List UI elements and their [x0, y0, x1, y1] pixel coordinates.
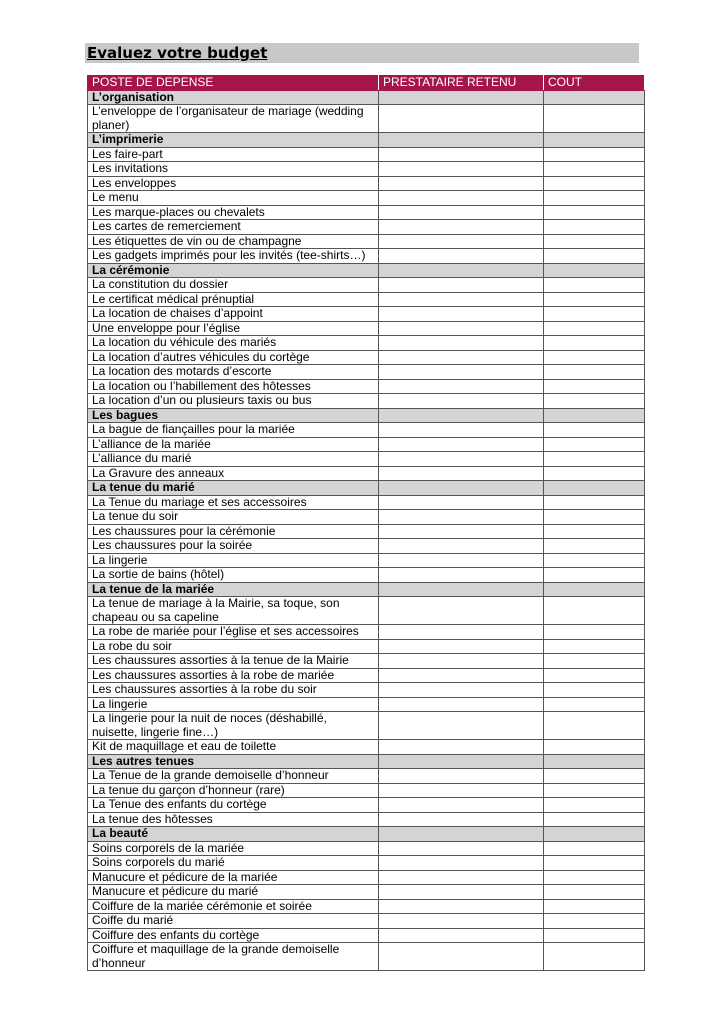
expense-label: La tenue des hôtesses	[88, 812, 379, 827]
section-label: La tenue de la mariée	[88, 582, 379, 597]
prestataire-cell[interactable]	[379, 437, 544, 452]
expense-label: Coiffure et maquillage de la grande demoiselle d’honneur	[88, 943, 379, 971]
prestataire-cell[interactable]	[379, 452, 544, 467]
cout-cell[interactable]	[544, 176, 645, 191]
prestataire-cell[interactable]	[379, 220, 544, 235]
cout-cell[interactable]	[544, 899, 645, 914]
table-row	[88, 423, 645, 438]
table-row	[88, 769, 645, 784]
expense-label: Les invitations	[88, 162, 379, 177]
prestataire-cell[interactable]	[379, 943, 544, 971]
expense-label: La sortie de bains (hôtel)	[88, 568, 379, 583]
column-header-prestataire: PRESTATAIRE RETENU	[379, 76, 544, 91]
expense-label: La lingerie pour la nuit de noces (déshabillé, nuisette, lingerie fine…)	[88, 712, 379, 740]
prestataire-cell[interactable]	[379, 191, 544, 206]
prestataire-cell[interactable]	[379, 105, 544, 133]
table-row	[88, 220, 645, 235]
expense-label: Kit de maquillage et eau de toilette	[88, 740, 379, 755]
cout-cell[interactable]	[544, 321, 645, 336]
expense-label: Les chaussures pour la cérémonie	[88, 524, 379, 539]
table-row	[88, 712, 645, 740]
table-row	[88, 841, 645, 856]
expense-label: La lingerie	[88, 553, 379, 568]
expense-label: La location d’un ou plusieurs taxis ou bus	[88, 394, 379, 409]
table-row	[88, 336, 645, 351]
expense-label: La constitution du dossier	[88, 278, 379, 293]
prestataire-cell[interactable]	[379, 754, 544, 769]
section-label: Les bagues	[88, 408, 379, 423]
budget-table	[87, 75, 645, 971]
table-row	[88, 524, 645, 539]
prestataire-cell[interactable]	[379, 90, 544, 105]
cout-cell[interactable]	[544, 278, 645, 293]
table-row	[88, 697, 645, 712]
prestataire-cell[interactable]	[379, 408, 544, 423]
cout-cell[interactable]	[544, 365, 645, 380]
cout-cell[interactable]	[544, 466, 645, 481]
expense-label: Les faire-part	[88, 147, 379, 162]
prestataire-cell[interactable]	[379, 885, 544, 900]
prestataire-cell[interactable]	[379, 394, 544, 409]
cout-cell[interactable]	[544, 263, 645, 278]
cout-cell[interactable]	[544, 798, 645, 813]
expense-label: Coiffe du marié	[88, 914, 379, 929]
table-row	[88, 553, 645, 568]
table-row	[88, 350, 645, 365]
cout-cell[interactable]	[544, 379, 645, 394]
table-row	[88, 379, 645, 394]
page-title: Evaluez votre budget	[87, 44, 268, 62]
expense-label: Les chaussures assorties à la tenue de la Mairie	[88, 654, 379, 669]
expense-label: La location d’autres véhicules du cortège	[88, 350, 379, 365]
cout-cell[interactable]	[544, 597, 645, 625]
cout-cell[interactable]	[544, 754, 645, 769]
table-body	[88, 90, 645, 971]
prestataire-cell[interactable]	[379, 856, 544, 871]
section-label: La beauté	[88, 827, 379, 842]
section-label: La tenue du marié	[88, 481, 379, 496]
expense-label: Coiffure de la mariée cérémonie et soirée	[88, 899, 379, 914]
expense-label: Soins corporels de la mariée	[88, 841, 379, 856]
prestataire-cell[interactable]	[379, 553, 544, 568]
table-row	[88, 510, 645, 525]
expense-label: Les chaussures pour la soirée	[88, 539, 379, 554]
prestataire-cell[interactable]	[379, 914, 544, 929]
prestataire-cell[interactable]	[379, 654, 544, 669]
section-row	[88, 133, 645, 148]
cout-cell[interactable]	[544, 307, 645, 322]
table-row	[88, 654, 645, 669]
section-row	[88, 481, 645, 496]
cout-cell[interactable]	[544, 133, 645, 148]
cout-cell[interactable]	[544, 697, 645, 712]
table-row	[88, 639, 645, 654]
expense-label: Le certificat médical prénuptial	[88, 292, 379, 307]
expense-label: Soins corporels du marié	[88, 856, 379, 871]
title-bar	[85, 43, 639, 63]
table-row	[88, 234, 645, 249]
prestataire-cell[interactable]	[379, 683, 544, 698]
cout-cell[interactable]	[544, 90, 645, 105]
cout-cell[interactable]	[544, 452, 645, 467]
prestataire-cell[interactable]	[379, 625, 544, 640]
prestataire-cell[interactable]	[379, 249, 544, 264]
cout-cell[interactable]	[544, 740, 645, 755]
table-row	[88, 928, 645, 943]
prestataire-cell[interactable]	[379, 740, 544, 755]
prestataire-cell[interactable]	[379, 899, 544, 914]
cout-cell[interactable]	[544, 336, 645, 351]
table-row	[88, 856, 645, 871]
prestataire-cell[interactable]	[379, 928, 544, 943]
column-header-poste: POSTE DE DEPENSE	[88, 76, 379, 91]
cout-cell[interactable]	[544, 625, 645, 640]
prestataire-cell[interactable]	[379, 481, 544, 496]
prestataire-cell[interactable]	[379, 783, 544, 798]
table-row	[88, 495, 645, 510]
section-row	[88, 263, 645, 278]
prestataire-cell[interactable]	[379, 568, 544, 583]
prestataire-cell[interactable]	[379, 423, 544, 438]
table-row	[88, 162, 645, 177]
prestataire-cell[interactable]	[379, 176, 544, 191]
table-row	[88, 365, 645, 380]
cout-cell[interactable]	[544, 481, 645, 496]
expense-label: La Tenue du mariage et ses accessoires	[88, 495, 379, 510]
cout-cell[interactable]	[544, 495, 645, 510]
prestataire-cell[interactable]	[379, 292, 544, 307]
expense-label: La location du véhicule des mariés	[88, 336, 379, 351]
expense-label: La tenue du soir	[88, 510, 379, 525]
expense-label: La location ou l’habillement des hôtesses	[88, 379, 379, 394]
table-row	[88, 943, 645, 971]
prestataire-cell[interactable]	[379, 712, 544, 740]
expense-label: La Tenue des enfants du cortège	[88, 798, 379, 813]
table-row	[88, 205, 645, 220]
cout-cell[interactable]	[544, 162, 645, 177]
table-row	[88, 292, 645, 307]
prestataire-cell[interactable]	[379, 307, 544, 322]
table-row	[88, 568, 645, 583]
cout-cell[interactable]	[544, 234, 645, 249]
cout-cell[interactable]	[544, 524, 645, 539]
expense-label: L’alliance de la mariée	[88, 437, 379, 452]
expense-label: La robe du soir	[88, 639, 379, 654]
prestataire-cell[interactable]	[379, 321, 544, 336]
prestataire-cell[interactable]	[379, 524, 544, 539]
expense-label: Manucure et pédicure du marié	[88, 885, 379, 900]
cout-cell[interactable]	[544, 712, 645, 740]
table-row	[88, 899, 645, 914]
table-row	[88, 740, 645, 755]
expense-label: Le menu	[88, 191, 379, 206]
prestataire-cell[interactable]	[379, 812, 544, 827]
prestataire-cell[interactable]	[379, 133, 544, 148]
cout-cell[interactable]	[544, 292, 645, 307]
prestataire-cell[interactable]	[379, 205, 544, 220]
table-row	[88, 321, 645, 336]
prestataire-cell[interactable]	[379, 147, 544, 162]
expense-label: Les gadgets imprimés pour les invités (tee-shirts…)	[88, 249, 379, 264]
cout-cell[interactable]	[544, 639, 645, 654]
prestataire-cell[interactable]	[379, 582, 544, 597]
table-row	[88, 783, 645, 798]
cout-cell[interactable]	[544, 668, 645, 683]
cout-cell[interactable]	[544, 350, 645, 365]
cout-cell[interactable]	[544, 553, 645, 568]
prestataire-cell[interactable]	[379, 827, 544, 842]
table-row	[88, 885, 645, 900]
cout-cell[interactable]	[544, 510, 645, 525]
expense-label: Les cartes de remerciement	[88, 220, 379, 235]
section-row	[88, 408, 645, 423]
cout-cell[interactable]	[544, 870, 645, 885]
prestataire-cell[interactable]	[379, 263, 544, 278]
column-header-cout: COUT	[544, 76, 645, 91]
cout-cell[interactable]	[544, 394, 645, 409]
table-row	[88, 307, 645, 322]
expense-label: La robe de mariée pour l’église et ses accessoires	[88, 625, 379, 640]
table-row	[88, 176, 645, 191]
cout-cell[interactable]	[544, 769, 645, 784]
expense-label: Manucure et pédicure de la mariée	[88, 870, 379, 885]
prestataire-cell[interactable]	[379, 350, 544, 365]
expense-label: Les étiquettes de vin ou de champagne	[88, 234, 379, 249]
cout-cell[interactable]	[544, 191, 645, 206]
expense-label: L’alliance du marié	[88, 452, 379, 467]
prestataire-cell[interactable]	[379, 495, 544, 510]
table-row	[88, 105, 645, 133]
section-row	[88, 582, 645, 597]
cout-cell[interactable]	[544, 423, 645, 438]
prestataire-cell[interactable]	[379, 697, 544, 712]
cout-cell[interactable]	[544, 568, 645, 583]
table-row	[88, 466, 645, 481]
table-row	[88, 278, 645, 293]
prestataire-cell[interactable]	[379, 798, 544, 813]
table-row	[88, 394, 645, 409]
section-row	[88, 754, 645, 769]
table-row	[88, 683, 645, 698]
prestataire-cell[interactable]	[379, 365, 544, 380]
cout-cell[interactable]	[544, 885, 645, 900]
table-row	[88, 812, 645, 827]
cout-cell[interactable]	[544, 147, 645, 162]
cout-cell[interactable]	[544, 220, 645, 235]
section-label: L’imprimerie	[88, 133, 379, 148]
expense-label: Les chaussures assorties à la robe du soir	[88, 683, 379, 698]
table-row	[88, 539, 645, 554]
expense-label: La lingerie	[88, 697, 379, 712]
section-row	[88, 90, 645, 105]
expense-label: La bague de fiançailles pour la mariée	[88, 423, 379, 438]
prestataire-cell[interactable]	[379, 336, 544, 351]
cout-cell[interactable]	[544, 105, 645, 133]
expense-label: La tenue de mariage à la Mairie, sa toque, son chapeau ou sa capeline	[88, 597, 379, 625]
expense-label: Les enveloppes	[88, 176, 379, 191]
table-row	[88, 437, 645, 452]
cout-cell[interactable]	[544, 683, 645, 698]
expense-label: L’enveloppe de l’organisateur de mariage (wedding planer)	[88, 105, 379, 133]
prestataire-cell[interactable]	[379, 379, 544, 394]
section-row	[88, 827, 645, 842]
prestataire-cell[interactable]	[379, 466, 544, 481]
expense-label: La Tenue de la grande demoiselle d’honneur	[88, 769, 379, 784]
section-label: La cérémonie	[88, 263, 379, 278]
prestataire-cell[interactable]	[379, 539, 544, 554]
cout-cell[interactable]	[544, 408, 645, 423]
cout-cell[interactable]	[544, 539, 645, 554]
expense-label: La Gravure des anneaux	[88, 466, 379, 481]
cout-cell[interactable]	[544, 654, 645, 669]
cout-cell[interactable]	[544, 582, 645, 597]
expense-label: La location des motards d’escorte	[88, 365, 379, 380]
table-row	[88, 191, 645, 206]
cout-cell[interactable]	[544, 249, 645, 264]
expense-label: La tenue du garçon d’honneur (rare)	[88, 783, 379, 798]
expense-label: Les chaussures assorties à la robe de mariée	[88, 668, 379, 683]
expense-label: La location de chaises d’appoint	[88, 307, 379, 322]
table-row	[88, 597, 645, 625]
prestataire-cell[interactable]	[379, 841, 544, 856]
cout-cell[interactable]	[544, 783, 645, 798]
prestataire-cell[interactable]	[379, 278, 544, 293]
expense-label: Une enveloppe pour l’église	[88, 321, 379, 336]
table-row	[88, 914, 645, 929]
cout-cell[interactable]	[544, 914, 645, 929]
expense-label: Coiffure des enfants du cortège	[88, 928, 379, 943]
prestataire-cell[interactable]	[379, 769, 544, 784]
cout-cell[interactable]	[544, 827, 645, 842]
cout-cell[interactable]	[544, 928, 645, 943]
table-row	[88, 870, 645, 885]
prestataire-cell[interactable]	[379, 639, 544, 654]
cout-cell[interactable]	[544, 812, 645, 827]
prestataire-cell[interactable]	[379, 597, 544, 625]
prestataire-cell[interactable]	[379, 668, 544, 683]
section-label: L’organisation	[88, 90, 379, 105]
table-row	[88, 249, 645, 264]
table-row	[88, 798, 645, 813]
section-label: Les autres tenues	[88, 754, 379, 769]
table-row	[88, 625, 645, 640]
cout-cell[interactable]	[544, 437, 645, 452]
prestataire-cell[interactable]	[379, 234, 544, 249]
cout-cell[interactable]	[544, 856, 645, 871]
expense-label: Les marque-places ou chevalets	[88, 205, 379, 220]
table-header-row	[88, 76, 645, 91]
prestataire-cell[interactable]	[379, 510, 544, 525]
table-row	[88, 668, 645, 683]
prestataire-cell[interactable]	[379, 870, 544, 885]
cout-cell[interactable]	[544, 205, 645, 220]
cout-cell[interactable]	[544, 943, 645, 971]
table-row	[88, 452, 645, 467]
prestataire-cell[interactable]	[379, 162, 544, 177]
cout-cell[interactable]	[544, 841, 645, 856]
table-row	[88, 147, 645, 162]
